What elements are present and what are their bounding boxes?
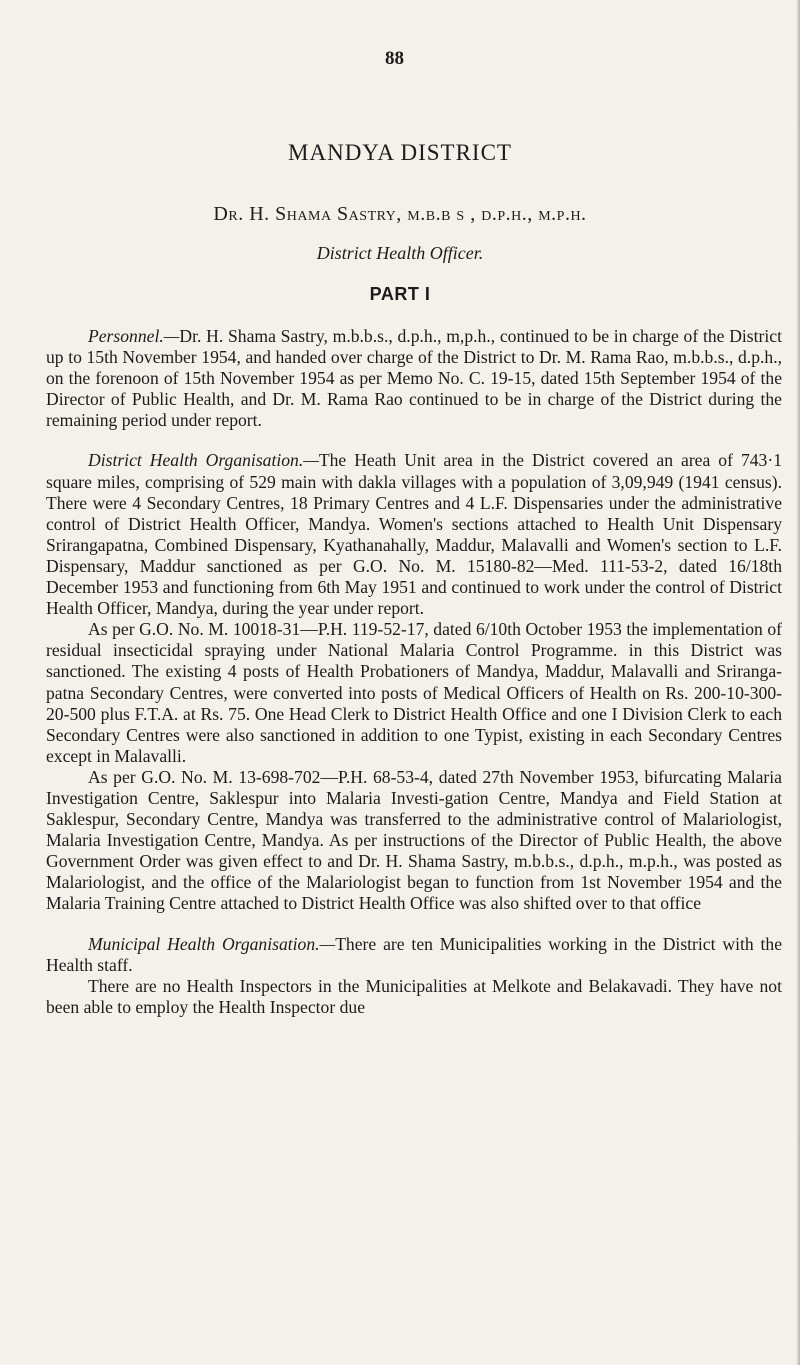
officer-designation: District Health Officer.	[316, 243, 484, 263]
section-heading-district-organisation: District Health Organisation.—	[88, 450, 319, 471]
district-title: MANDYA DISTRICT	[288, 140, 512, 165]
section-heading-personnel: Personnel.—	[88, 326, 180, 346]
paragraph-text: The Heath Unit area in the District covered an area of 743·1 square miles, comprising of 529 main with dakla villages with a population of 3,09,949 (1941 census). There were 4 Secondary Centres, 18 Primary Centres and 4 L.F. Dispensaries under the administrative control of District Health Officer, Mandya. Women's sections attached to Health Unit Dispensary Srirangapatna, Combined Dispensary, Kyathanahally, Maddur, Malavalli and Women's section to L.F. Dispensary, Maddur sanctioned as per G.O. No. M. 15180-82—Med. 111-53-2, dated 16/18th December 1953 and functioning from 6th May 1951 and continued to work under the control of District Health Officer, Mandya, during the year under report.	[46, 450, 782, 619]
paragraph-malaria-centre	[46, 767, 782, 915]
paragraph-personnel	[46, 326, 782, 431]
paragraph-text: As per G.O. No. M. 10018-31—P.H. 119-52-17, dated 6/10th October 1953 the implementation of residual insecticidal spraying under National Malaria Control Programme. in this District was sanctioned. The existing 4 posts of Health Probationers of Mandya, Maddur, Malavalli and Sriranga-patna Secondary Centres, were converted into posts of Medical Officers of Health on Rs. 200-10-300-20-500 plus F.T.A. at Rs. 75. One Head Clerk to District Health Office and one I Division Clerk to each Secondary Centres were also sanctioned in addition to one Typist, existing in each Secondary Centres except in Malavalli.	[46, 619, 782, 766]
officer-line	[0, 203, 800, 226]
paragraph-text: There are no Health Inspectors in the Municipalities at Melkote and Belakavadi. They have not been able to employ the Health Inspector due	[46, 975, 782, 1017]
paragraph-health-inspectors	[46, 976, 782, 1018]
paragraph-municipal-organisation	[46, 934, 782, 976]
paragraph-text: There are ten Municipalities working in the District with the Health staff.	[46, 933, 783, 975]
paragraph-district-organisation	[46, 450, 782, 619]
body-text	[46, 326, 782, 1018]
page-number: 88	[385, 48, 404, 69]
part-heading: PART I	[369, 284, 431, 304]
section-heading-municipal-organisation: Municipal Health Organisation.—	[88, 933, 336, 954]
paragraph-insecticidal-spraying	[46, 619, 782, 767]
paragraph-text: Dr. H. Shama Sastry, m.b.b.s., d.p.h., m,p.h., continued to be in charge of the District up to 15th November 1954, and handed over charge of the District to Dr. M. Rama Rao, m.b.b.s., d.p.h., on the forenoon of 15th November 1954 as per Memo No. C. 19-15, dated 15th September 1954 of the Director of Public Health, and Dr. M. Rama Rao continued to be in charge of the District during the remaining period under report.	[46, 326, 782, 431]
officer-name: Dr. H. Shama Sastry,	[213, 203, 402, 225]
paragraph-text: As per G.O. No. M. 13-698-702—P.H. 68-53-4, dated 27th November 1953, bifurcating Malaria Investigation Centre, Saklespur into Malaria Investi-gation Centre, Mandya and Field Station at Saklespur, Secondary Centre, Mandya was transferred to the administrative control of Malariologist, Malaria Investigation Centre, Mandya. As per instructions of the Director of Public Health, the above Government Order was given effect to and Dr. H. Shama Sastry, m.b.b.s., d.p.h., m.p.h., was posted as Malariologist, and the office of the Malariologist began to function from 1st November 1954 and the Malaria Training Centre attached to District Health Office was also shifted over to that office	[46, 766, 782, 914]
page-edge-shadow	[796, 0, 800, 1365]
officer-qualifications: m.b.b s , d.p.h., m.p.h.	[407, 203, 587, 225]
